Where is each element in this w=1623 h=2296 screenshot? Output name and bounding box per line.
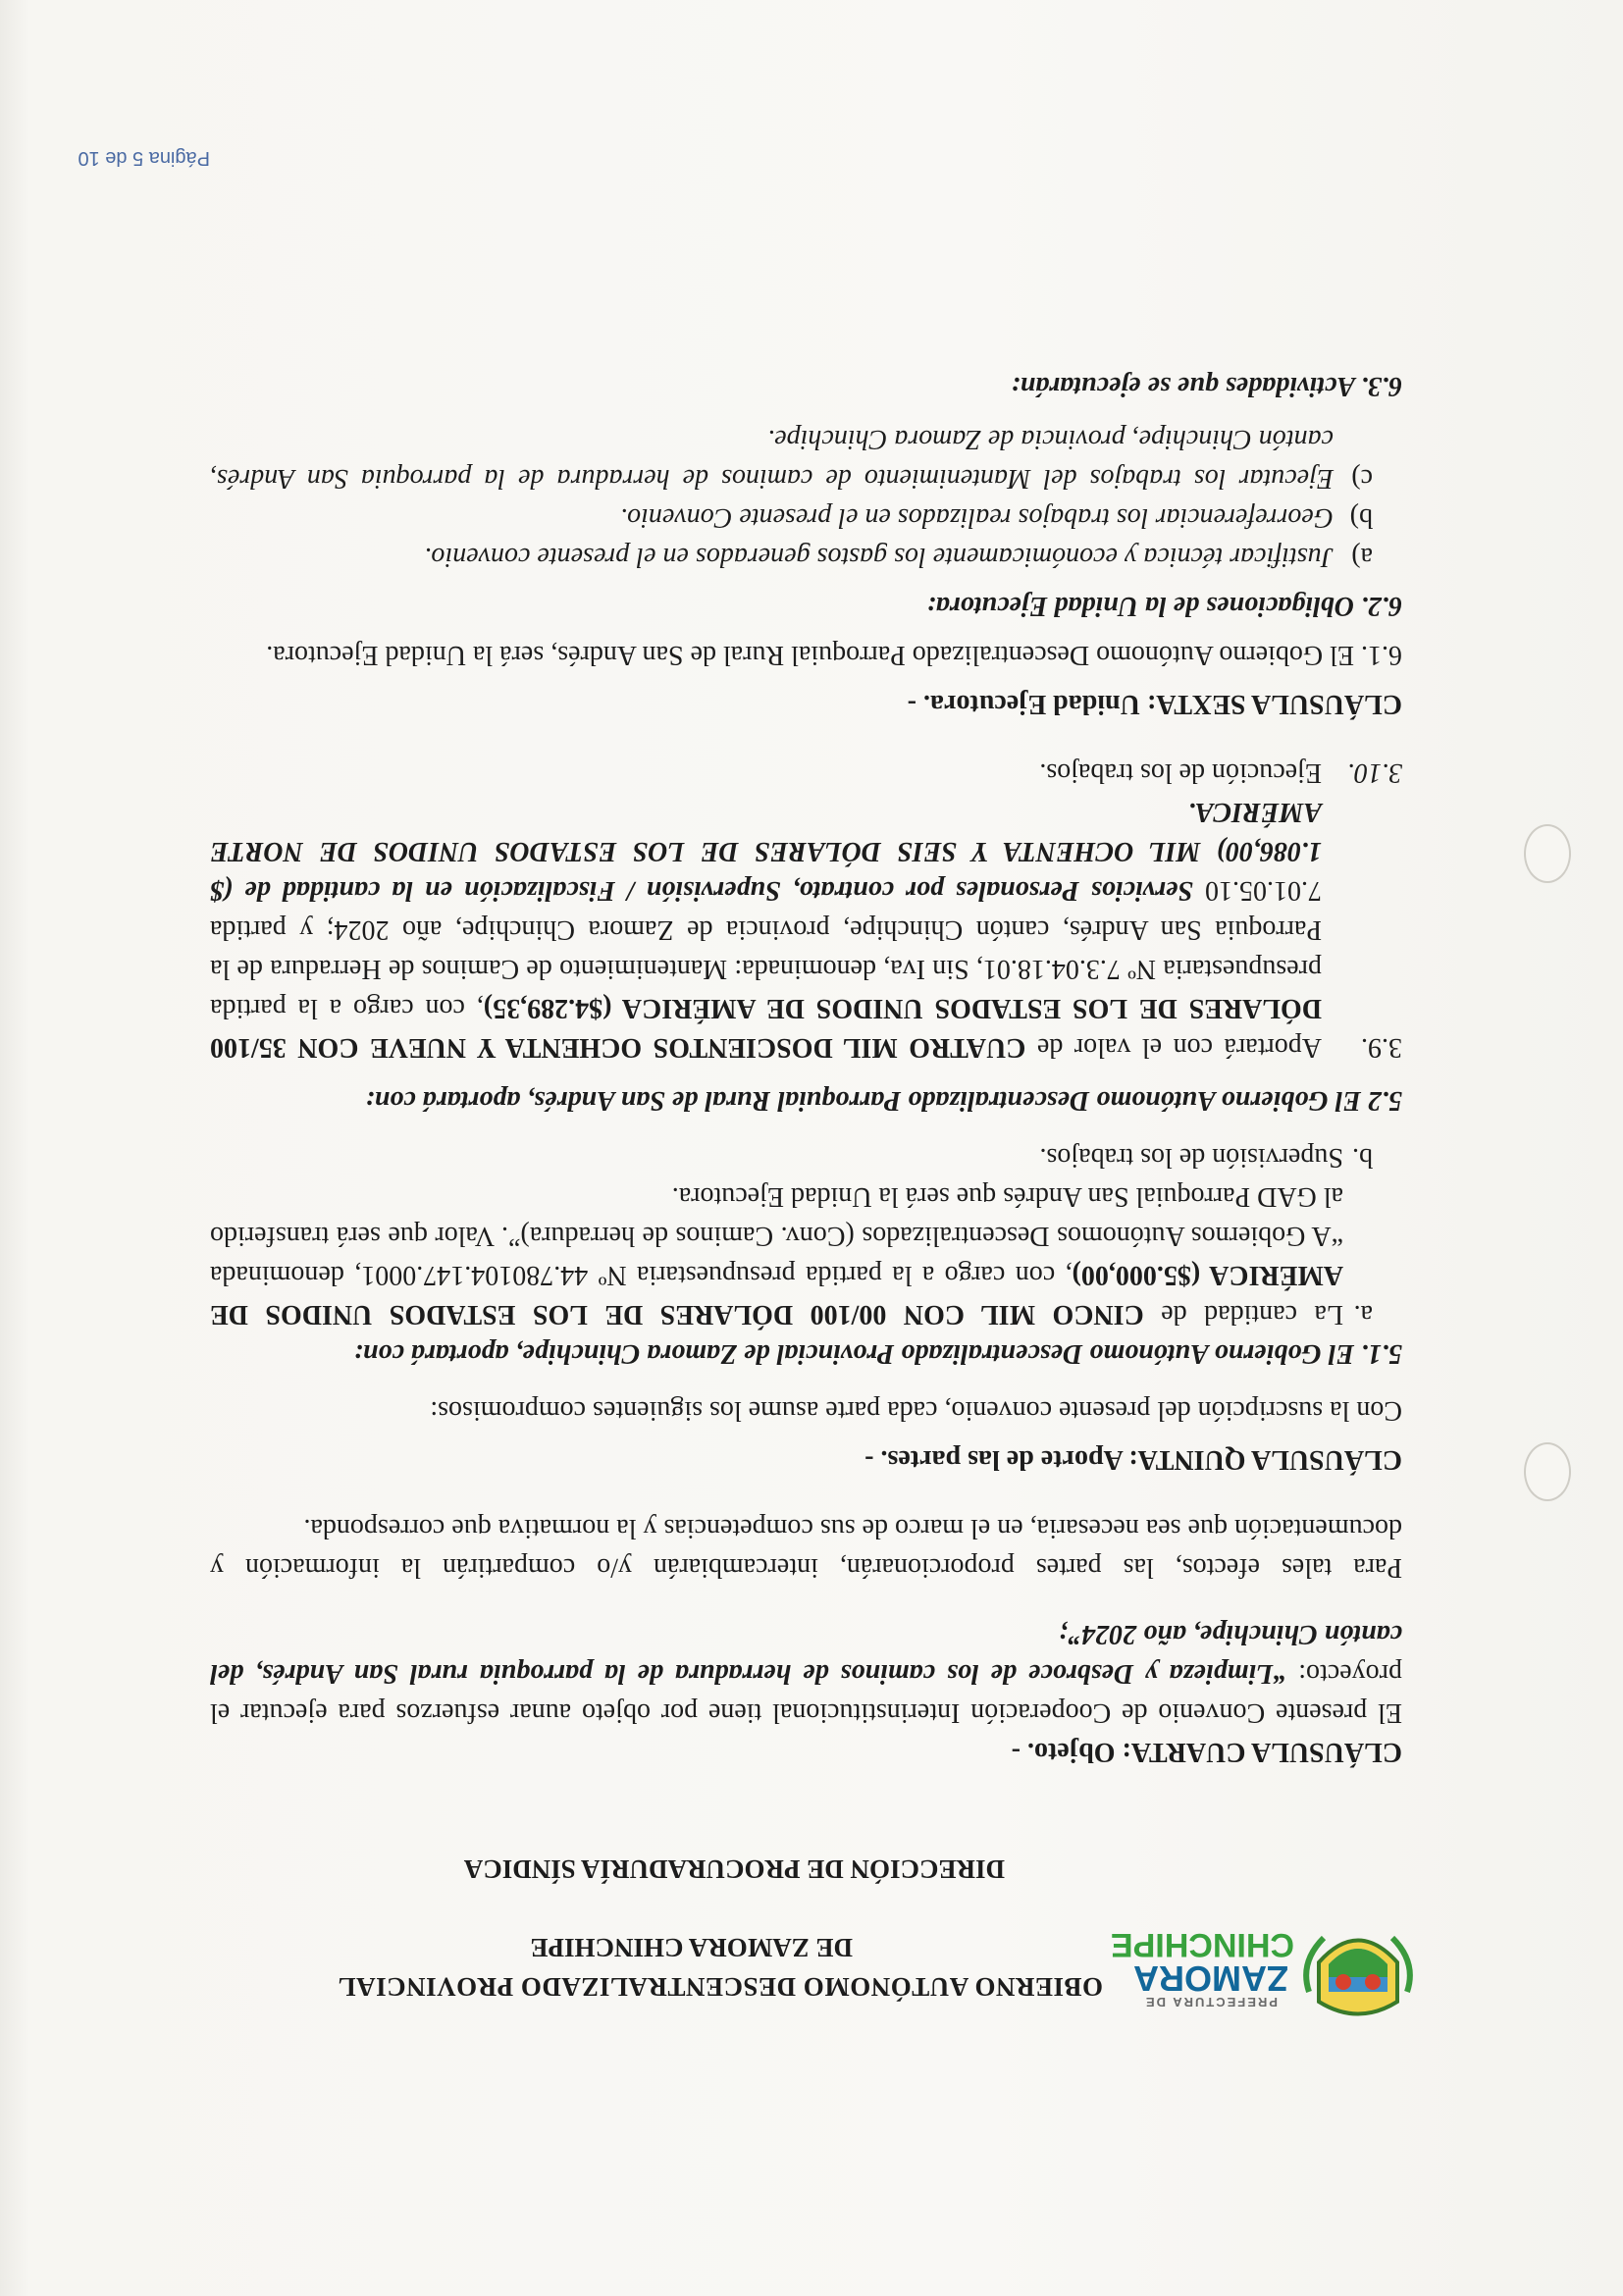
brand-name-chinchipe: CHINCHIPE: [1110, 1926, 1294, 1963]
item-a-text-1: La cantidad de: [1143, 1299, 1343, 1330]
section-number: 3.10.: [1347, 757, 1402, 788]
letterhead: [190, 1825, 1417, 2031]
project-name: “Limpieza y Desbroce de los caminos de herradura de la parroquia rural San Andrés, del cantón Chinchipe, año 2024”;: [210, 1619, 1402, 1689]
section-5-1-item-b: [210, 1137, 1402, 1176]
prefectura-brand: [1110, 1926, 1294, 2009]
section-3-10: [210, 753, 1402, 792]
brand-name-zamora: ZAMORA: [1133, 1958, 1288, 1999]
spacer: [210, 1430, 1402, 1439]
section-3-9: [210, 792, 1402, 1067]
spacer: [210, 1373, 1402, 1390]
spacer: [210, 625, 1402, 635]
section-6-3-heading: 6.3. Actividades que se ejecutarán:: [1011, 371, 1402, 401]
header-province: DE ZAMORA CHINCHIPE: [530, 1933, 853, 1962]
s39-text-2: , con cargo a la partida presupuestaria Nº 7.3.04.18.01, Sin Iva, denominada: Mantenimiento de Caminos de Herradura de la Parroquia San Andrés, cantón Chinchipe, provincia de Zamora Chinchipe, año 2024; y partida 7.01.05.10: [210, 875, 1322, 1023]
section-6-1: 6.1. El Gobierno Autónomo Descentralizado Parroquial Rural de San Andrés, será la Unidad Ejecutora.: [266, 640, 1402, 670]
spacer: [210, 576, 1402, 586]
section-text: [210, 792, 1322, 1067]
clausula-quinta-intro: Con la suscripción del presente convenio, cada parte asume los siguientes compromisos:: [430, 1395, 1402, 1426]
spacer: [210, 405, 1402, 419]
item-text: Justificar técnica y económicamente los gastos generados en el presente convenio.: [424, 542, 1334, 572]
item-a-text-2: , con cargo a la partida presupuestaria Nº 44.780104.147.0001, denominada “A Gobiernos Autónomos Descentralizados (Conv. Caminos de herradura)”. Valor que será transferido al GAD Parroquial San Andrés que será la Unidad Ejecutora.: [210, 1181, 1343, 1290]
obligation-b: [210, 497, 1402, 537]
s39-text-3: Servicios Personales por contrato, Supervisión / Fiscalización en la cantidad de ($ 1.086,00) MIL OCHENTA Y SEIS DÓLARES DE LOS ESTADOS UNIDOS DE NORTE AMÉRICA.: [210, 797, 1322, 906]
obligation-a: [210, 537, 1402, 576]
item-label: a.: [1353, 1299, 1373, 1330]
spacer: [210, 1067, 1402, 1080]
item-text: Supervisión de los trabajos.: [1039, 1142, 1343, 1173]
s39-text-1: Aportará con el valor de: [1025, 1032, 1322, 1063]
item-label: a): [1351, 542, 1373, 572]
prefectura-shield-logo: [1299, 1913, 1417, 2031]
section-text: Ejecución de los trabajos.: [1039, 757, 1322, 788]
section-5-1-heading: 5.1. El Gobierno Autónomo Descentralizado Provincial de Zamora Chinchipe, aportará con:: [353, 1338, 1402, 1369]
item-label: b.: [1352, 1142, 1373, 1173]
section-6-2-heading: 6.2. Obligaciones de la Unidad Ejecutora:: [926, 591, 1402, 621]
item-a-amount: CINCO MIL CON 00/100 DÓLARES DE LOS ESTADOS UNIDOS DE AMÉRICA ($5.000,00): [210, 1260, 1343, 1330]
header-department: DIRECCIÓN DE PROCURADURÍA SÍNDICA: [463, 1854, 1005, 1884]
item-text: Georreferenciar los trabajos realizados en el presente Convenio.: [620, 502, 1334, 533]
s39-amount: CUATRO MIL DOSCIENTOS OCHENTA Y NUEVE CON 35/100 DÓLARES DE LOS ESTADOS UNIDOS DE AMÉRICA ($4.289,35): [210, 993, 1322, 1063]
clausula-cuarta-heading: CLÁUSULA CUARTA: Objeto. -: [1011, 1737, 1402, 1767]
item-text: Ejecutar los trabajos del Mantenimiento de caminos de herradura de la parroquia San Andrés, cantón Chinchipe, provincia de Zamora Chinchipe.: [210, 424, 1334, 494]
spacer: [210, 674, 1402, 684]
spacer: [210, 1120, 1402, 1137]
clausula-cuarta-p1-text: El presente Convenio de Cooperación Interinstitucional tiene por objeto aunar esfuerzos para ejecutar el proyecto:: [210, 1658, 1402, 1728]
section-number: 3.9.: [1361, 1032, 1402, 1063]
document-body: [210, 366, 1402, 1771]
obligation-c: [210, 419, 1402, 497]
clausula-sexta-heading: CLÁUSULA SEXTA: Unidad Ejecutora. -: [907, 689, 1402, 719]
clausula-cuarta-paragraph-2: Para tales efectos, las partes proporcionarán, intercambiarán y/o compartirán la información y documentación que sea necesaria, en el marco de sus competencias y la normativa que corresponda.: [210, 1513, 1402, 1583]
brand-prefix: PREFECTURA DE: [1143, 1995, 1279, 2009]
clausula-cuarta-paragraph-1: [210, 1614, 1402, 1732]
section-5-1-item-a: [210, 1176, 1402, 1333]
item-label: b): [1349, 502, 1373, 533]
header-institution: OBIERNO AUTÓNOMO DESCENTRALIZADO PROVINCIAL: [338, 1972, 1103, 2002]
spacer: [210, 1587, 1402, 1614]
page-number: Página 5 de 10: [78, 147, 210, 169]
section-5-2-heading: 5.2 El Gobierno Autónomo Descentralizado Parroquial Rural de San Andrés, aportará con:: [365, 1085, 1402, 1116]
item-text: [210, 1176, 1343, 1333]
item-label: c): [1351, 463, 1373, 494]
clausula-quinta-heading: CLÁUSULA QUINTA: Aporte de las partes. -: [864, 1444, 1402, 1475]
